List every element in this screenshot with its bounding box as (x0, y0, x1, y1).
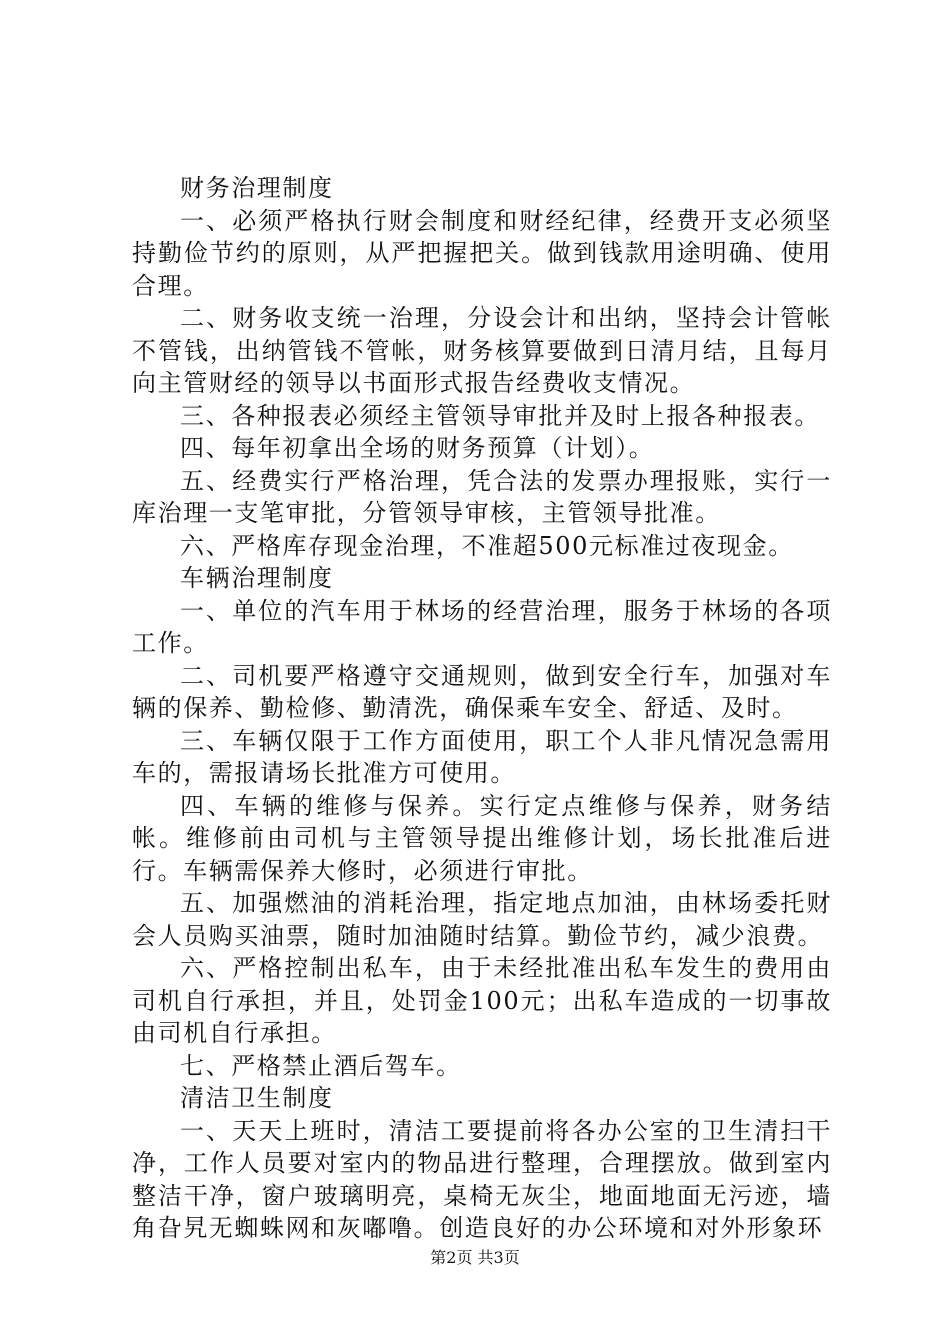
section-heading-cleaning: 清洁卫生制度 (180, 1084, 334, 1112)
paragraph: 六、严格控制出私车，由于未经批准出私车发生的费用由司机自行承担，并且，处罚金100元；出私车造成的一切事故由司机自行承担。 (132, 954, 832, 1047)
paragraph: 三、车辆仅限于工作方面使用，职工个人非凡情况急需用车的，需报请场长批准方可使用。 (132, 726, 832, 787)
paragraph: 三、各种报表必须经主管领导审批并及时上报各种报表。 (180, 401, 820, 430)
document-body (132, 172, 832, 1245)
page-number-footer: 第2页 共3页 (430, 1248, 520, 1267)
section-heading-finance: 财务治理制度 (180, 174, 334, 202)
paragraph: 四、每年初拿出全场的财务预算（计划）。 (180, 434, 655, 462)
paragraph: 一、天天上班时，清洁工要提前将各办公室的卫生清扫干净，工作人员要对室内的物品进行整理，合理摆放。做到室内整洁干净，窗户玻璃明亮，桌椅无灰尘，地面地面无污迹，墙角旮旯无蜘蛛网和灰嘟噜。创造良好的办公环境和对外形象环 (132, 1116, 832, 1242)
paragraph: 四、车辆的维修与保养。实行定点维修与保养，财务结帐。维修前由司机与主管领导提出维修计划，场长批准后进行。车辆需保养大修时，必须进行审批。 (132, 791, 832, 885)
paragraph: 六、严格库存现金治理，不准超500元标准过夜现金。 (180, 531, 794, 560)
section-heading-vehicle: 车辆治理制度 (180, 564, 334, 592)
paragraph: 七、严格禁止酒后驾车。 (180, 1051, 462, 1080)
paragraph: 五、经费实行严格治理，凭合法的发票办理报账，实行一库治理一支笔审批，分管领导审核，主管领导批准。 (132, 466, 832, 527)
paragraph: 二、司机要严格遵守交通规则，做到安全行车，加强对车辆的保养、勤检修、勤清洗，确保乘车安全、舒适、及时。 (132, 661, 832, 722)
paragraph: 五、加强燃油的消耗治理，指定地点加油，由林场委托财会人员购买油票，随时加油随时结算。勤俭节约，减少浪费。 (132, 889, 832, 950)
paragraph: 一、单位的汽车用于林场的经营治理，服务于林场的各项工作。 (132, 596, 832, 657)
paragraph: 二、财务收支统一治理，分设会计和出纳，坚持会计管帐不管钱，出纳管钱不管帐，财务核算要做到日清月结，且每月向主管财经的领导以书面形式报告经费收支情况。 (132, 304, 832, 397)
paragraph: 一、必须严格执行财会制度和财经纪律，经费开支必须坚持勤俭节约的原则，从严把握把关。做到钱款用途明确、使用合理。 (132, 206, 832, 300)
